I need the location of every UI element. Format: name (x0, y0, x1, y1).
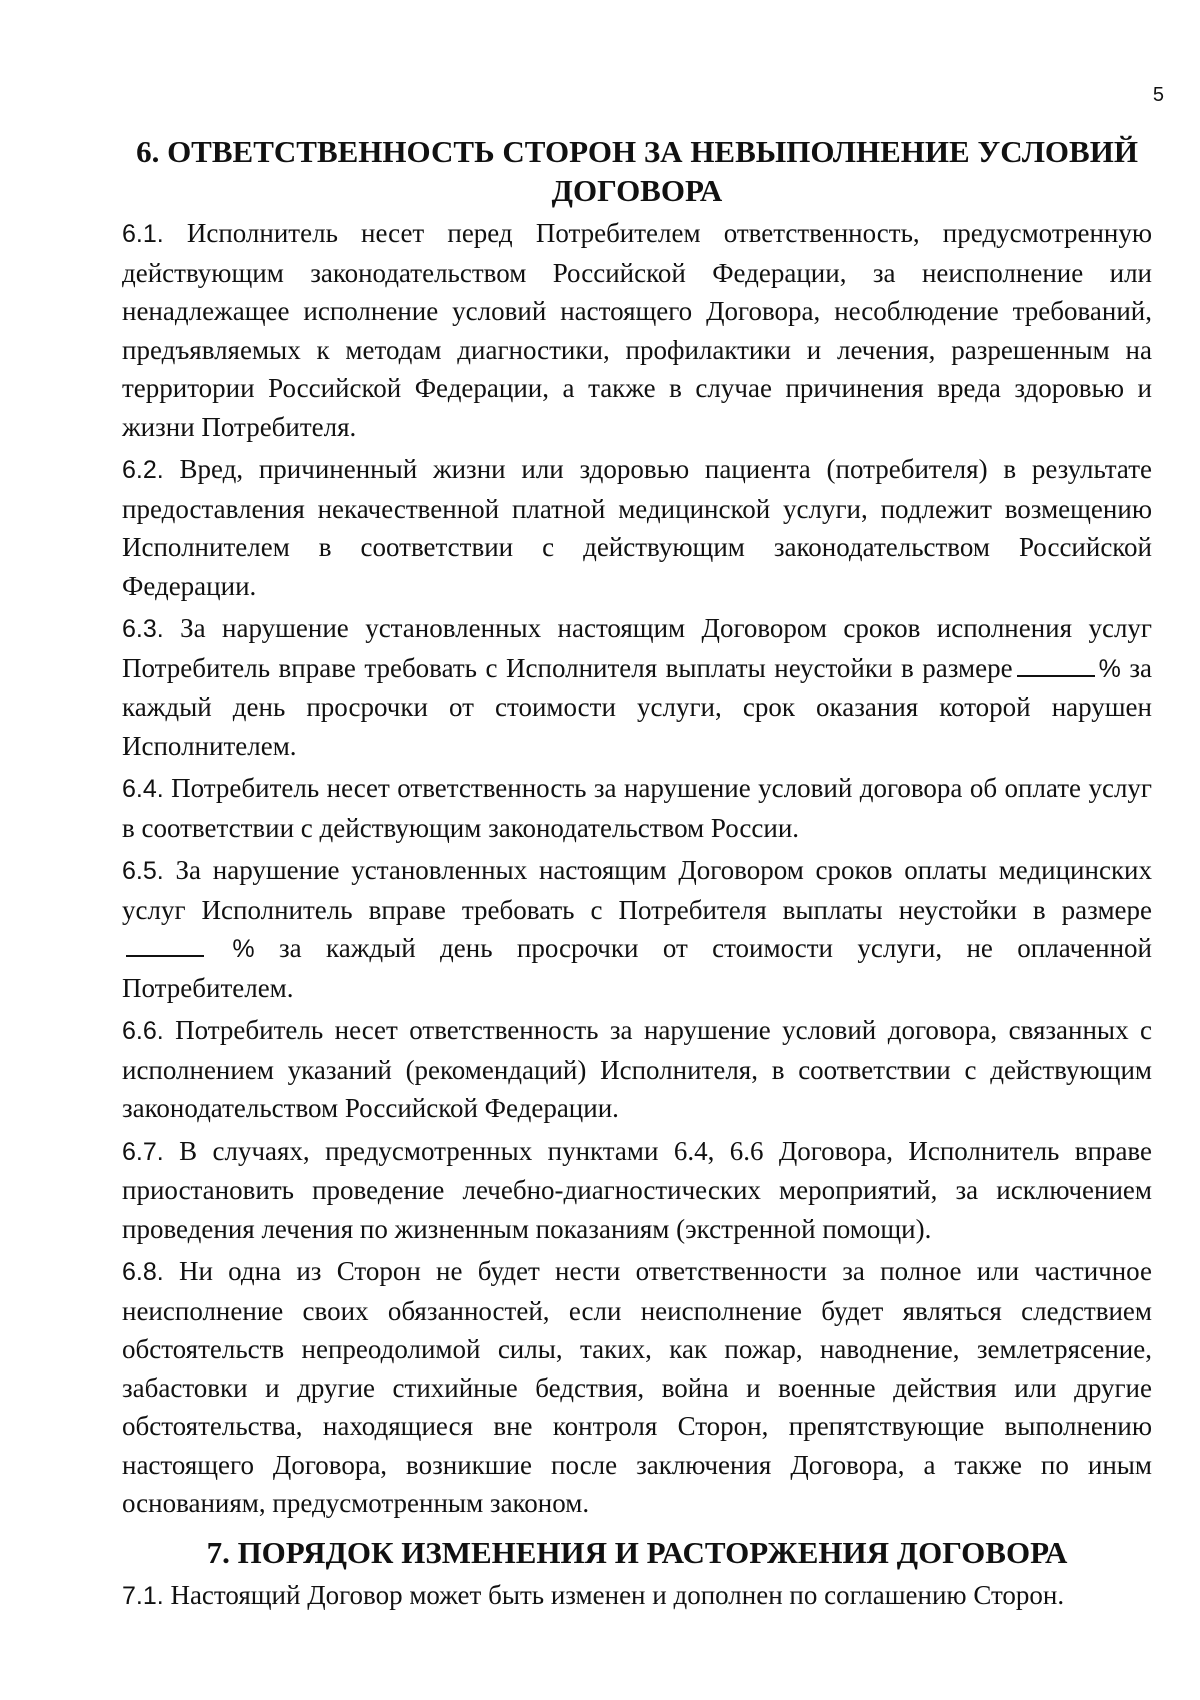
page-number: 5 (1152, 84, 1164, 106)
clause-text: Вред, причиненный жизни или здоровью пациента (потребителя) в результате предоставления некачественной платной медицинской услуги, подлежит возмещению Исполнителем в соответствии с действующим законодательством Российской Федерации. (122, 454, 1153, 601)
document-content (122, 132, 1152, 1615)
clause-number: 6.5. (122, 857, 164, 885)
clause-number: 6.6. (122, 1017, 164, 1045)
clause-number: 6.3. (122, 615, 164, 643)
clause-6-5 (122, 851, 1152, 1007)
clause-number: 6.8. (122, 1258, 164, 1286)
clause-text-after: за каждый день просрочки от стоимости услуги, срок оказания которой нарушен Исполнителем. (122, 652, 1152, 761)
clause-6-2 (122, 450, 1152, 605)
clause-text-before: За нарушение установленных настоящим Договором сроков исполнения услуг Потребитель вправе требовать с Исполнителя выплаты неустойки в размере (122, 613, 1152, 683)
clause-number: 6.4. (122, 775, 164, 803)
penalty-rate-blank[interactable] (1017, 653, 1095, 677)
clause-text: Исполнитель несет перед Потребителем ответственность, предусмотренную действующим законодательством Российской Федерации, за неисполнение или ненадлежащее исполнение условий настоящего Договора, несоблюдение требований, предъявляемых к методам диагностики, профилактики и лечения, разрешенным на территории Российской Федерации, а также в случае причинения вреда здоровью и жизни Потребителя. (122, 218, 1153, 442)
clause-6-1 (122, 214, 1152, 446)
section-7-heading: 7. ПОРЯДОК ИЗМЕНЕНИЯ И РАСТОРЖЕНИЯ ДОГОВОРА (206, 1534, 1068, 1570)
clause-6-7 (122, 1132, 1152, 1249)
clause-6-3 (122, 609, 1152, 765)
section-6-heading-line1: 6. ОТВЕТСТВЕННОСТЬ СТОРОН ЗА НЕВЫПОЛНЕНИЕ УСЛОВИЙ (136, 134, 1138, 169)
clause-text: Ни одна из Сторон не будет нести ответственности за полное или частичное неисполнение своих обязанностей, если неисполнение будет являться следствием обстоятельств непреодолимой силы, таких, как пожар, наводнение, землетрясение, забастовки и другие стихийные бедствия, война и военные действия или другие обстоятельства, находящиеся вне контроля Сторон, препятствующие выполнению настоящего Договора, возникшие после заключения Договора, а также по иным основаниям, предусмотренным законом. (122, 1256, 1152, 1518)
clause-6-4 (122, 769, 1152, 847)
clause-number: 7.1. (122, 1581, 164, 1610)
clause-text: Потребитель несет ответственность за нарушение условий договора, связанных с исполнением указаний (рекомендаций) Исполнителя, в соответствии с действующим законодательством Российской Федерации. (122, 1015, 1153, 1123)
clause-number: 6.1. (122, 220, 164, 248)
section-6-heading-line2: ДОГОВОРА (551, 173, 723, 208)
percent-sign: % (1098, 654, 1121, 683)
percent-sign: % (232, 935, 255, 963)
clause-text-before: За нарушение установленных настоящим Договором сроков оплаты медицинских услуг Исполнитель вправе требовать с Потребителя выплаты неустойки в размере (122, 855, 1153, 925)
clause-6-6 (122, 1011, 1152, 1128)
clause-number: 6.7. (122, 1137, 164, 1166)
clause-6-8 (122, 1252, 1152, 1523)
clause-text: Настоящий Договор может быть изменен и дополнен по соглашению Сторон. (170, 1579, 1065, 1610)
clause-number: 6.2. (122, 456, 164, 484)
clause-text: В случаях, предусмотренных пунктами 6.4, 6.6 Договора, Исполнитель вправе приостановить проведение лечебно-диагностических мероприятий, за исключением проведения лечения по жизненным показаниям (экстренной помощи). (122, 1135, 1153, 1244)
clause-7-1 (122, 1576, 1152, 1616)
section-6-heading (122, 132, 1152, 210)
clause-text: Потребитель несет ответственность за нарушение условий договора об оплате услуг в соответствии с действующим законодательством России. (122, 773, 1152, 843)
penalty-rate-blank[interactable] (126, 933, 204, 957)
clause-text-after: за каждый день просрочки от стоимости услуги, не оплаченной Потребителем. (122, 933, 1153, 1003)
